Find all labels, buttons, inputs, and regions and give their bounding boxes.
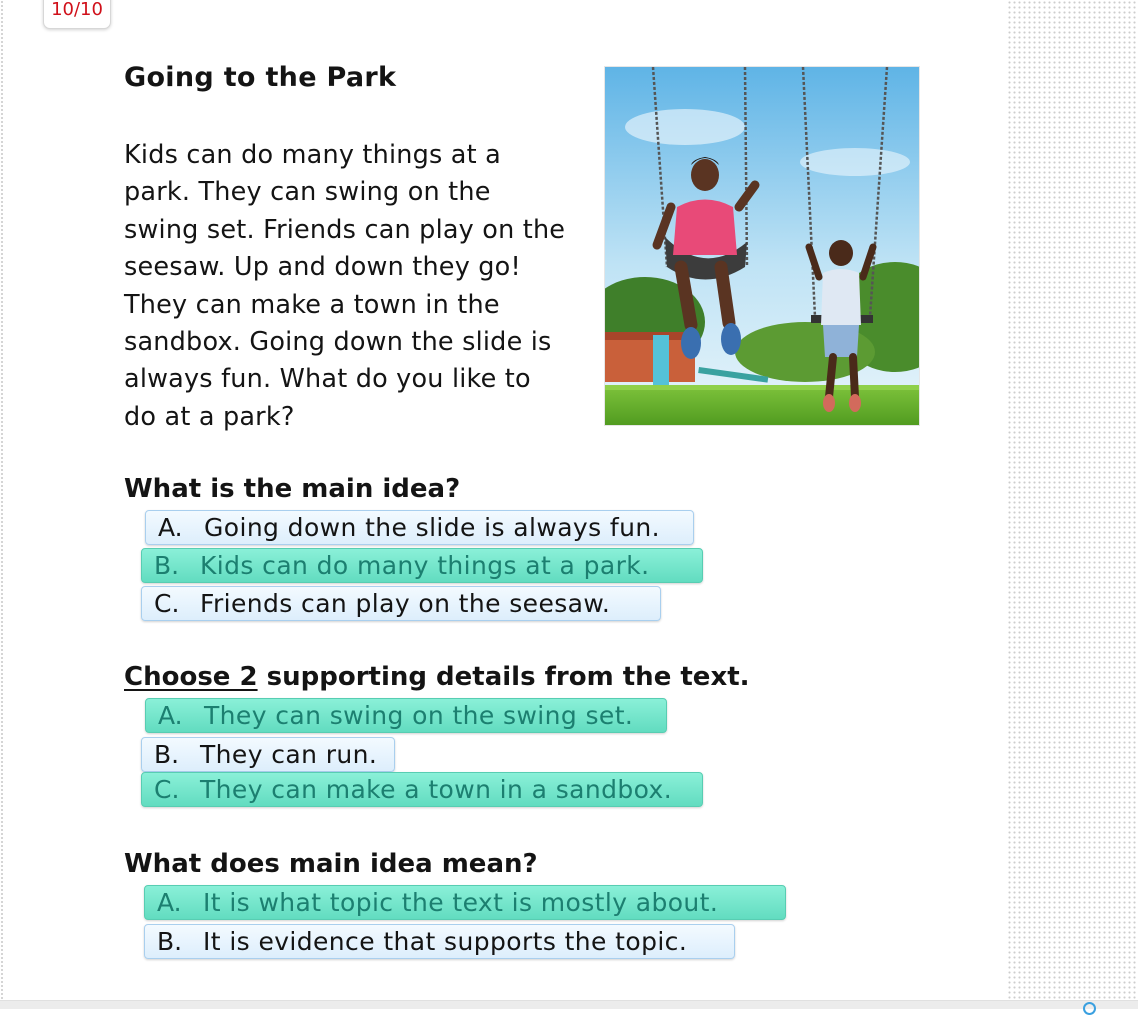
question-supporting-details [124,662,750,692]
question-emphasis: Choose 2 [124,662,258,692]
option-letter: B. [154,740,180,769]
scroll-indicator-icon[interactable] [1083,1002,1096,1015]
passage-line: They can make a town in the [124,289,500,320]
answer-option[interactable] [145,510,694,545]
page-counter: 10/10 [43,0,111,29]
passage-line: do at a park? [124,401,295,432]
answer-option[interactable] [144,924,735,959]
dotted-background-right [1007,0,1138,1008]
passage-line: Kids can do many things at a [124,140,501,170]
option-text: Kids can do many things at a park. [200,551,650,580]
option-text: They can swing on the swing set. [204,701,634,730]
option-letter: B. [154,551,180,580]
passage-line: sandbox. Going down the slide is [124,327,552,358]
passage-line: seesaw. Up and down they go! [124,252,521,283]
option-text: It is evidence that supports the topic. [203,927,688,956]
answer-option-selected[interactable] [145,698,667,733]
answer-option[interactable] [141,737,395,772]
option-letter: C. [154,589,180,618]
option-letter: A. [158,701,183,730]
passage-text [124,137,594,436]
option-text: They can make a town in a sandbox. [200,775,673,804]
option-letter: B. [157,927,183,956]
option-letter: A. [158,513,183,542]
question-main-idea-meaning: What does main idea mean? [124,849,538,879]
passage-title: Going to the Park [124,62,397,93]
option-text: It is what topic the text is mostly about. [203,888,719,917]
passage-line: swing set. Friends can play on the [124,214,566,245]
passage-line: park. They can swing on the [124,177,491,208]
answer-option-selected[interactable] [141,772,703,807]
question-text: supporting details from the text. [266,662,750,692]
answer-option[interactable] [141,586,661,621]
option-text: They can run. [200,740,378,769]
question-main-idea: What is the main idea? [124,474,461,504]
option-letter: A. [157,888,182,917]
option-letter: C. [154,775,180,804]
answer-option-selected[interactable] [141,548,703,583]
answer-option-selected[interactable] [144,885,786,920]
kids-on-swings-photo [604,66,920,426]
dotted-background-left [0,0,4,1008]
passage-line: always fun. What do you like to [124,364,531,395]
option-text: Going down the slide is always fun. [204,513,660,542]
option-text: Friends can play on the seesaw. [200,589,611,618]
